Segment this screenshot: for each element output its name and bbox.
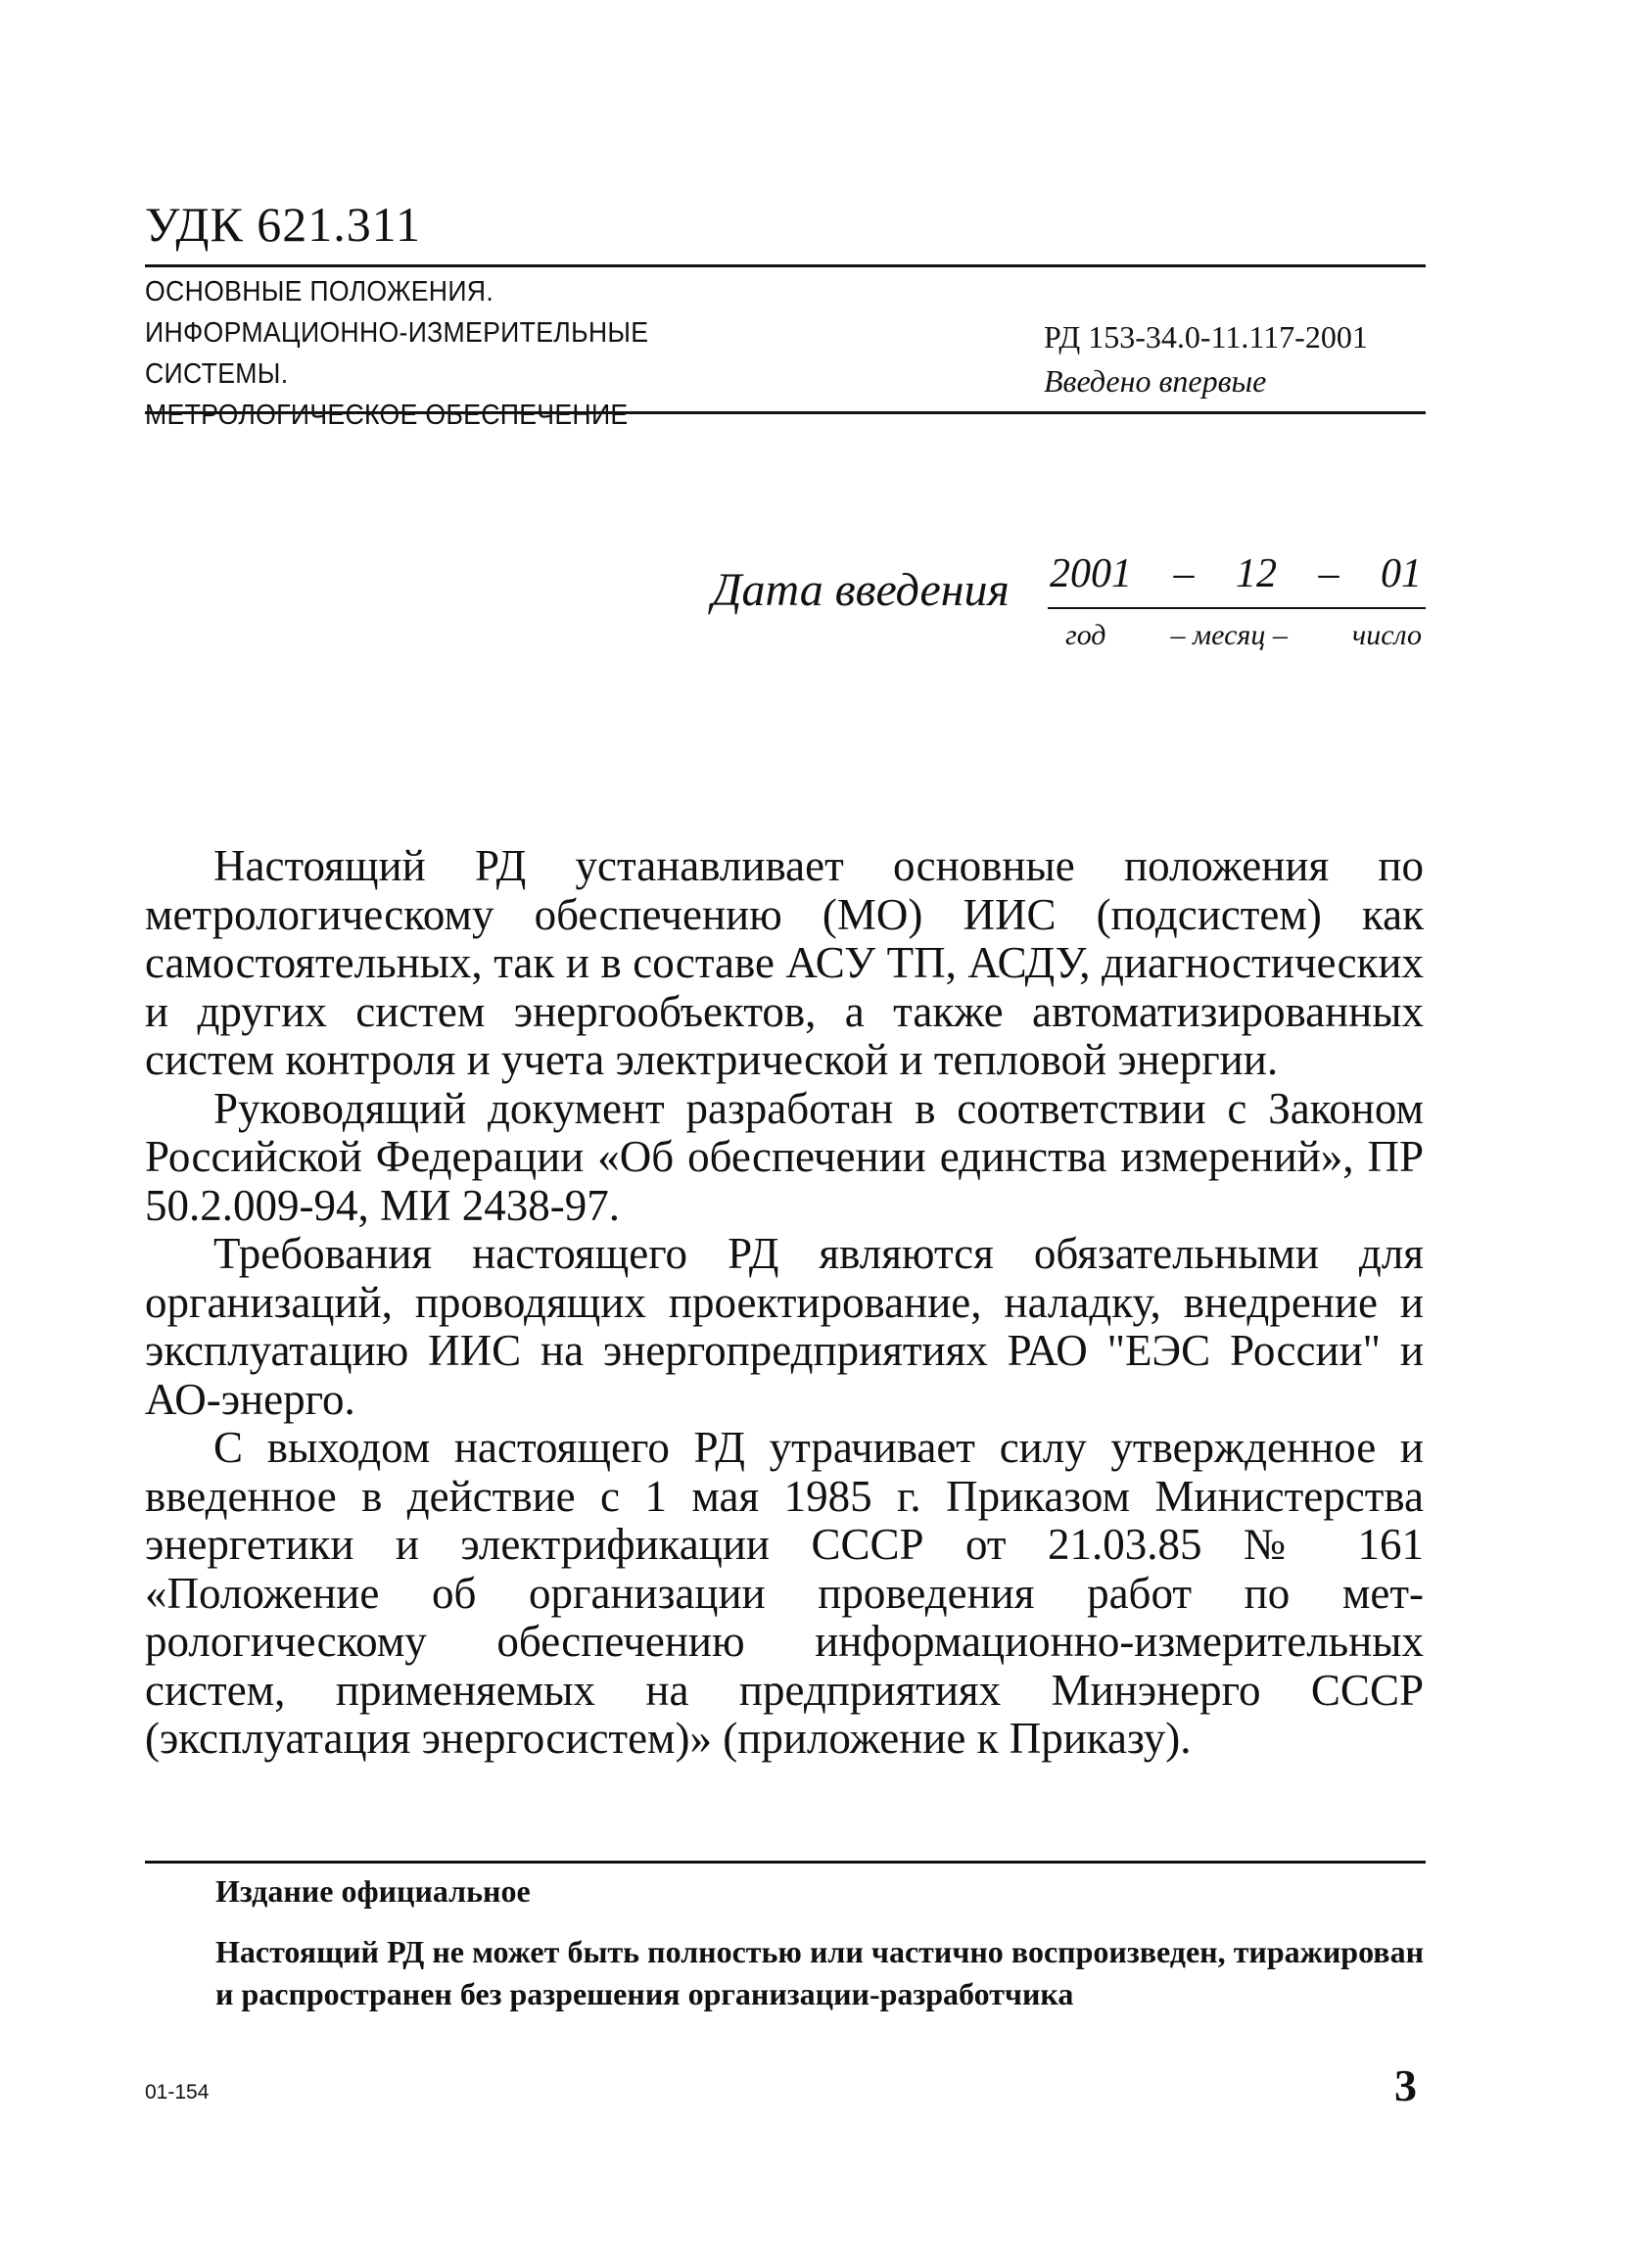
date-label: Дата введения <box>712 564 1010 616</box>
udk-code: УДК 621.311 <box>145 197 421 252</box>
date-year: 2001 <box>1050 551 1132 596</box>
page-number: 3 <box>1394 2060 1417 2110</box>
header-bottom-rule <box>145 411 1426 414</box>
introduced-note: Введено впервые <box>1044 363 1267 399</box>
title-line-3: МЕТРОЛОГИЧЕСКОЕ ОБЕСПЕЧЕНИЕ <box>145 400 629 431</box>
date-values <box>1050 550 1422 597</box>
print-code: 01-154 <box>145 2081 210 2103</box>
body-paragraph-3: Требования настоящего РД являются обязательными для организаций, проводящих проектирование, наладку, внедрение и эксплуатацию ИИС на энергопредприятиях РАО "ЕЭС России" и АО-энерго. <box>145 1229 1424 1424</box>
date-caption-year: год <box>1065 619 1106 651</box>
date-dash-2: – <box>1318 551 1340 596</box>
title-line-2: ИНФОРМАЦИОННО-ИЗМЕРИТЕЛЬНЫЕ СИСТЕМЫ. <box>145 317 649 390</box>
body-paragraph-1: Настоящий РД устанавливает основные положения по метрологическому обеспечению (МО) ИИС (подсистем) как самостоятельных, так и в составе АСУ ТП, АСДУ, диагностических и других систем энергообъектов, а также автоматизированных систем контроля и учета электрической и тепловой энергии. <box>145 841 1424 1084</box>
date-captions <box>1065 619 1422 652</box>
date-caption-month: – месяц – <box>1170 619 1288 651</box>
document-number: РД 153-34.0-11.117-2001 <box>1044 319 1368 354</box>
date-day: 01 <box>1381 551 1422 596</box>
date-month: 12 <box>1236 551 1277 596</box>
footer-notes <box>215 1870 1424 2034</box>
date-fraction-line <box>1048 607 1426 609</box>
body-paragraph-2: Руководящий документ разработан в соответствии с Законом Российской Федерации «Об обеспечении единства измерений», ПР 50.2.009-94, МИ 2438-97. <box>145 1083 1424 1230</box>
document-id-block <box>1044 315 1368 403</box>
header-top-rule <box>145 264 1426 267</box>
copyright-note: Настоящий РД не может быть полностью или частично воспроизведен, тиражирован и распространен без разрешения организации-разработчика <box>215 1934 1424 2011</box>
official-edition-note: Издание официальное <box>215 1873 531 1909</box>
date-caption-day: число <box>1351 619 1422 651</box>
body-paragraph-4: С выходом настоящего РД утрачивает силу утвержденное и введенное в действие с 1 мая 1985 г. Приказом Министерства энергетики и электрификации СССР от 21.03.85 № 161 «Положение об организации проведения работ по метрологическому обеспечению информационно-измерительных систем, применяемых на предприятиях Минэнерго СССР (эксплуатация энергосистем)» (приложение к Приказу). <box>145 1423 1424 1763</box>
document-body <box>145 842 1424 1764</box>
title-line-1: ОСНОВНЫЕ ПОЛОЖЕНИЯ. <box>145 276 494 307</box>
date-dash-1: – <box>1173 551 1195 596</box>
footer-rule <box>145 1861 1426 1864</box>
